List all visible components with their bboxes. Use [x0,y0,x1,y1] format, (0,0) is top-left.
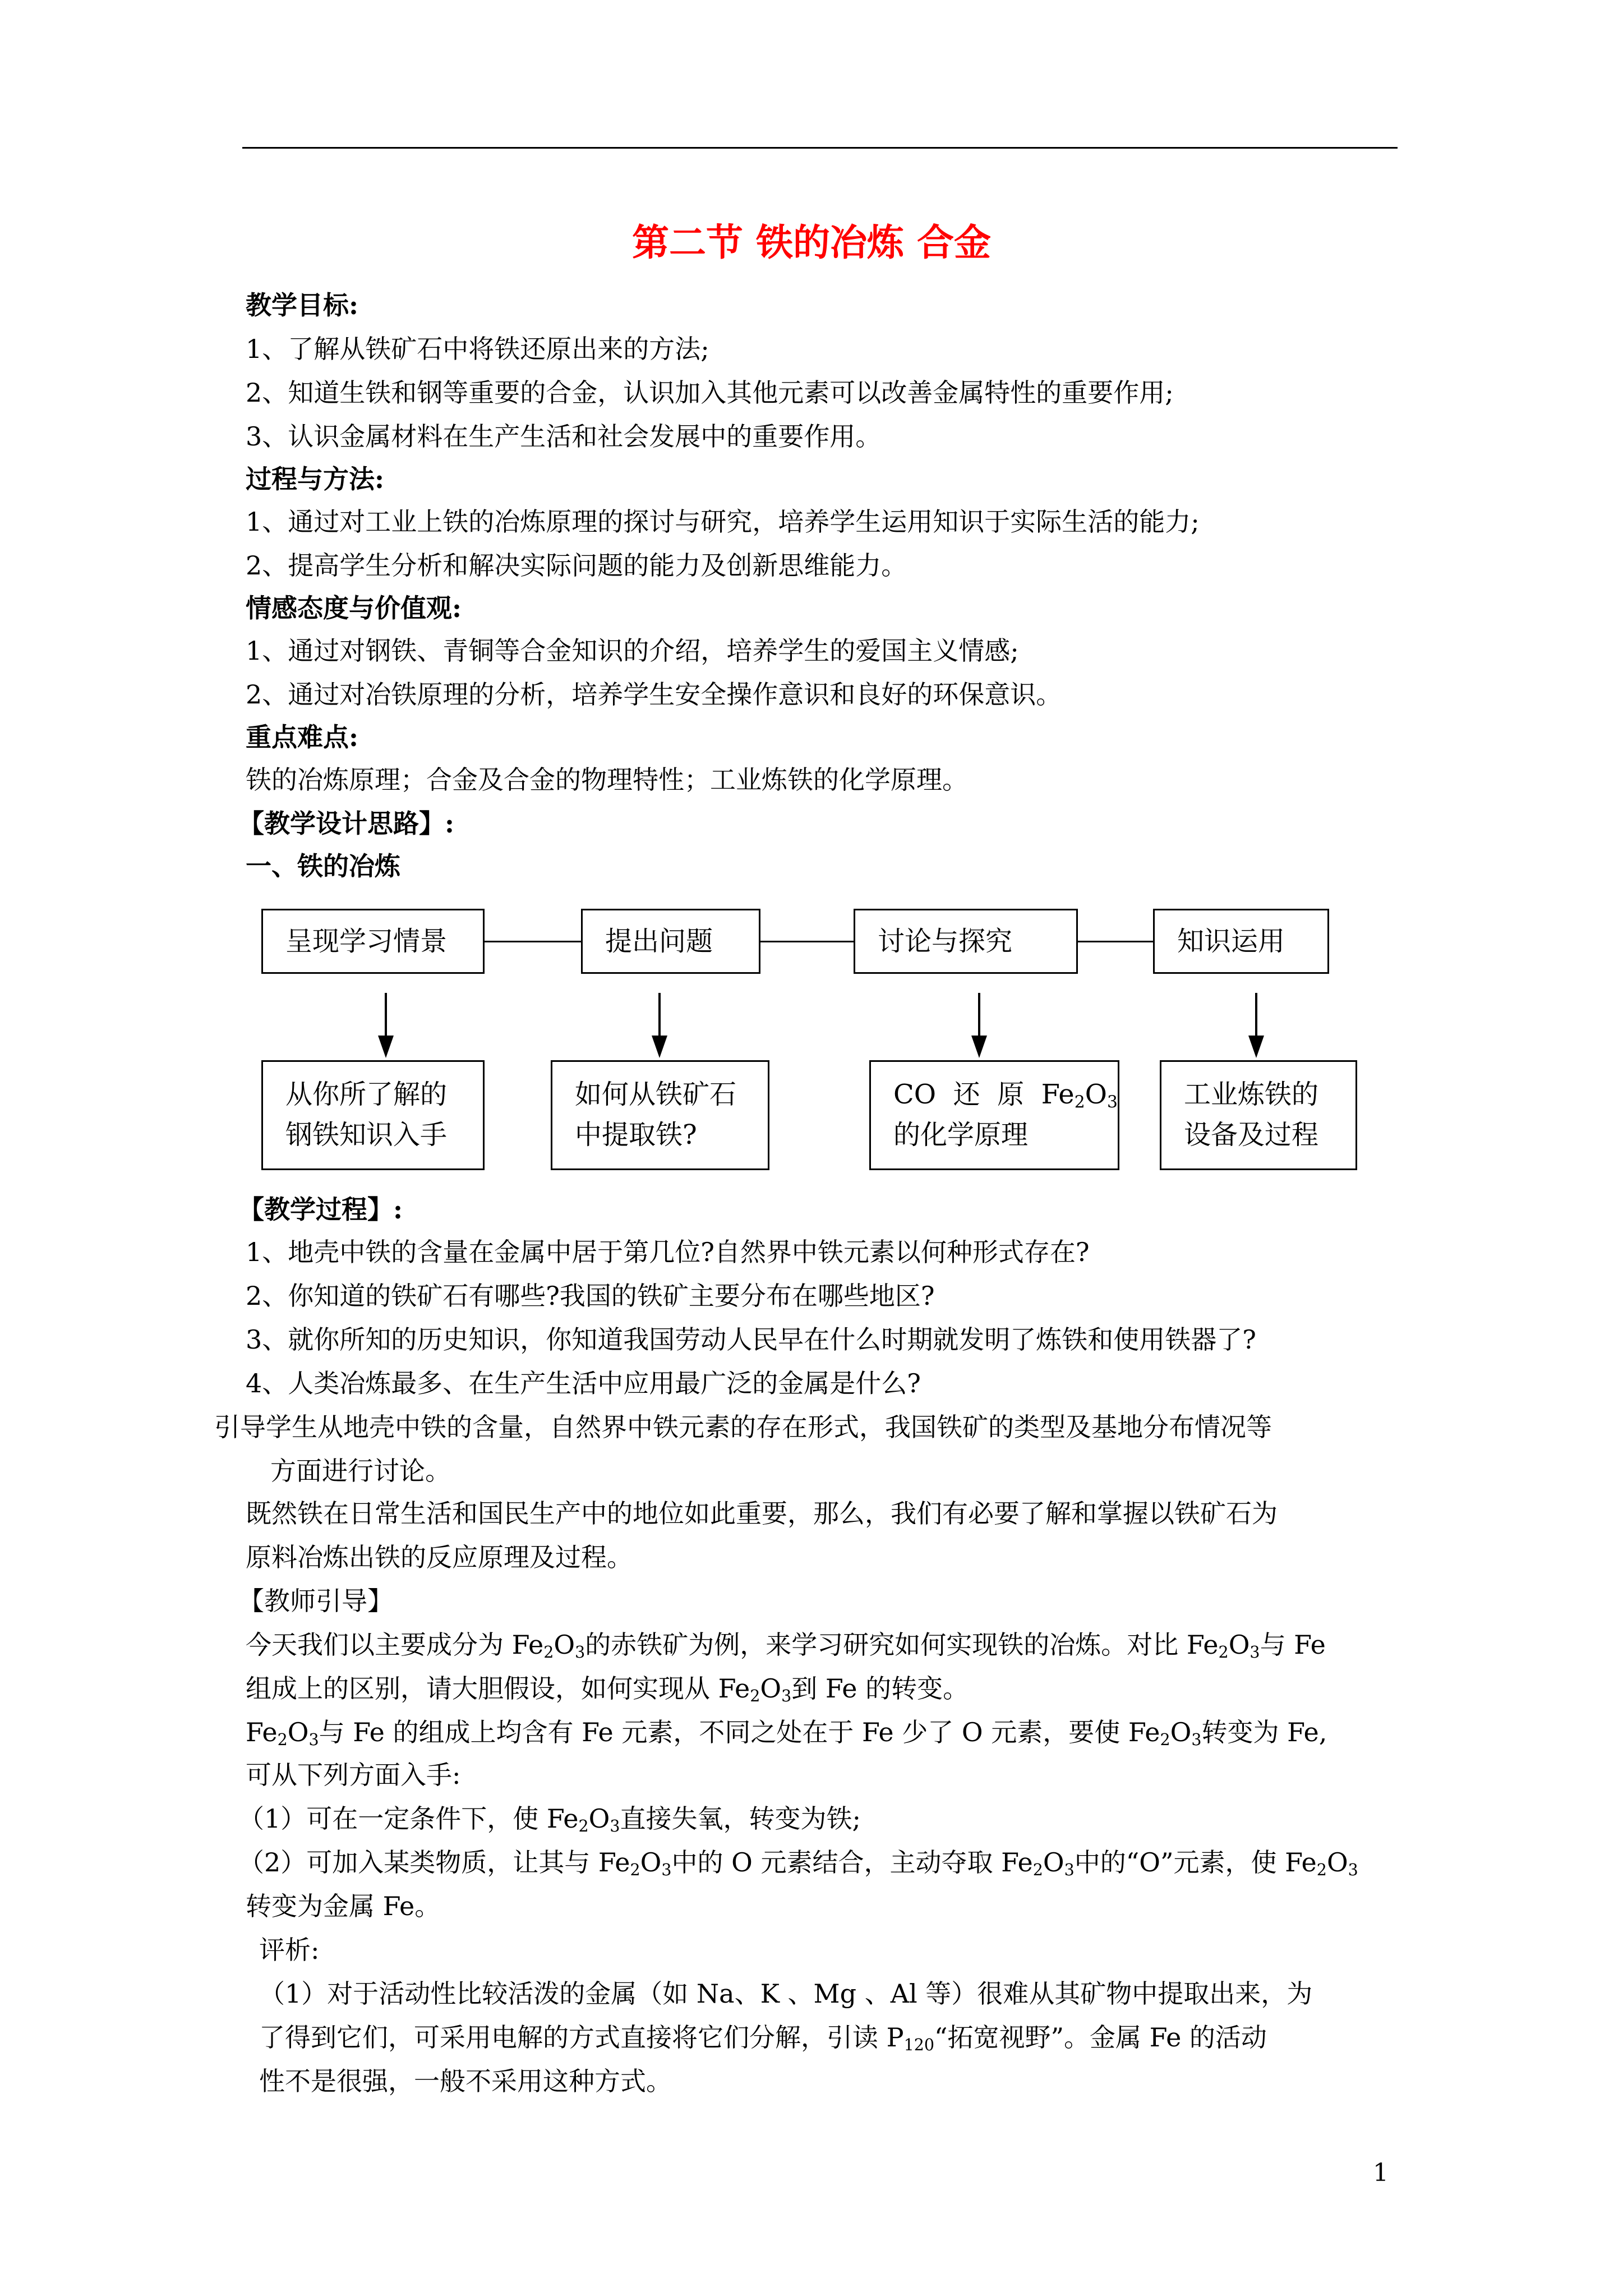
flow-box-steel-knowledge-line-2: 钢铁知识入手 [285,1119,448,1151]
flow-box-extract-iron [551,1060,769,1170]
text: 中的“O”元素，使 Fe [1074,1847,1317,1878]
header-rule [242,147,1398,149]
text: （2）可加入某类物质，让其与 Fe [238,1847,630,1878]
objectives-heading: 教学目标: [246,290,358,320]
formula-text: O [1085,1079,1108,1110]
subscript: 3 [781,1687,792,1706]
teaching-process-heading: 【教学过程】: [238,1194,403,1225]
flow-box-industrial-equipment [1160,1060,1357,1170]
subscript: 2 [1316,1861,1327,1880]
text: 的赤铁矿为例，来学习研究如何实现铁的冶炼。对比 Fe [585,1630,1219,1660]
flow-box-scenario [261,909,485,974]
paragraph-line-7: 转变为金属 Fe。 [246,1891,441,1921]
text: 了得到它们，可采用电解的方式直接将它们分解，引读 P [259,2022,904,2053]
question-item-1: 1、地壳中铁的含量在金属中居于第几位?自然界中铁元素以何种形式存在? [246,1237,1090,1267]
flow-arrow-4-shaft [1255,993,1257,1038]
flow-label-scenario: 呈现学习情景 [285,926,448,957]
text: O [760,1673,782,1704]
paragraph-line-3 [246,1714,1327,1750]
key-points-text: 铁的冶炼原理；合金及合金的物理特性；工业炼铁的化学原理。 [246,765,968,795]
text: 与 Fe [1260,1630,1326,1660]
subscript: 3 [1191,1731,1202,1750]
text: “拓宽视野”。金属 Fe 的活动 [934,2022,1267,2053]
flow-label-question: 提出问题 [605,926,713,957]
flow-arrow-4-head [1248,1036,1264,1058]
flow-box-question [581,909,760,974]
subscript: 2 [543,1643,554,1662]
key-points-heading: 重点难点: [246,722,358,752]
subscript: 2 [277,1731,288,1750]
objective-item-1: 1、了解从铁矿石中将铁还原出来的方法; [246,334,709,364]
paragraph-line-5 [238,1801,861,1837]
subscript: 3 [308,1731,319,1750]
attitude-item-2: 2、通过对冶铁原理的分析，培养学生安全操作意识和良好的环保意识。 [246,679,1062,710]
text: O [1170,1717,1192,1747]
page-title: 第二节 铁的冶炼 合金 [632,220,991,264]
guide-text-line-1: 引导学生从地壳中铁的含量，自然界中铁元素的存在形式，我国铁矿的类型及基地分布情况等 [214,1412,1272,1442]
subscript: 3 [1064,1861,1075,1880]
flow-arrow-2-shaft [658,993,661,1038]
text: 组成上的区别，请大胆假设，如何实现从 Fe [246,1673,750,1704]
paragraph-line-1 [246,1627,1326,1663]
flow-box-extract-iron-line-1: 如何从铁矿石 [575,1079,737,1110]
text: 直接失氧，转变为铁; [620,1803,861,1834]
subscript: 3 [575,1643,585,1662]
subscript: 2 [578,1817,589,1836]
subscript: 3 [661,1861,672,1880]
subscript: 2 [1218,1643,1229,1662]
flow-box-steel-knowledge [261,1060,485,1170]
formula-text: CO 还 原 Fe [893,1079,1075,1110]
paragraph-line-6 [238,1844,1358,1880]
section-iron-smelting: 一、铁的冶炼 [246,851,400,881]
paragraph-line-4: 可从下列方面入手: [246,1760,461,1790]
flow-box-steel-knowledge-line-1: 从你所了解的 [285,1079,448,1110]
text: O [1326,1847,1348,1878]
text: O [554,1630,575,1660]
flow-box-discussion [854,909,1078,974]
text: Fe [246,1717,278,1747]
flow-arrow-3-shaft [978,993,980,1038]
teacher-guide-heading: 【教师引导】 [238,1586,393,1616]
subscript: 3 [1348,1861,1358,1880]
flow-box-industrial-equipment-line-1: 工业炼铁的 [1184,1079,1319,1110]
flow-arrow-1-head [378,1036,394,1058]
subscript: 2 [1032,1861,1043,1880]
process-item-1: 1、通过对工业上铁的冶炼原理的探讨与研究，培养学生运用知识于实际生活的能力; [246,507,1200,537]
analysis-line-1: （1）对于活动性比较活泼的金属（如 Na、K 、Mg 、Al 等）很难从其矿物中提取出来，为 [259,1978,1313,2009]
flow-connector-3 [1078,941,1153,942]
subscript: 2 [630,1861,640,1880]
text: O [588,1803,610,1834]
analysis-heading: 评析: [259,1935,320,1965]
process-item-2: 2、提高学生分析和解决实际问题的能力及创新思维能力。 [246,550,907,581]
flow-label-application: 知识运用 [1177,926,1285,957]
subscript: 2 [1160,1731,1170,1750]
question-item-3: 3、就你所知的历史知识，你知道我国劳动人民早在什么时期就发明了炼铁和使用铁器了? [246,1324,1256,1355]
question-item-2: 2、你知道的铁矿石有哪些?我国的铁矿主要分布在哪些地区? [246,1281,935,1311]
flow-arrow-1-shaft [385,993,387,1038]
flow-connector-1 [485,941,581,942]
since-text-line-2: 原料冶炼出铁的反应原理及过程。 [246,1542,633,1572]
text: 中的 O 元素结合，主动夺取 Fe [671,1847,1033,1878]
attitude-item-1: 1、通过对钢铁、青铜等合金知识的介绍，培养学生的爱国主义情感; [246,636,1019,666]
objective-item-3: 3、认识金属材料在生产生活和社会发展中的重要作用。 [246,421,882,452]
flow-arrow-3-head [971,1036,987,1058]
text: 与 Fe 的组成上均含有 Fe 元素，不同之处在于 Fe 少了 O 元素，要使 Fe [319,1717,1160,1747]
page-number: 1 [1373,2159,1389,2187]
text: 转变为 Fe, [1201,1717,1327,1747]
flow-box-co-reduction [869,1060,1119,1170]
design-heading: 【教学设计思路】: [238,808,454,839]
flow-arrow-2-head [652,1036,667,1058]
subscript: 3 [1249,1643,1260,1662]
text: O [1043,1847,1064,1878]
question-item-4: 4、人类冶炼最多、在生产生活中应用最广泛的金属是什么? [246,1368,921,1398]
text: O [287,1717,309,1747]
subscript: 3 [610,1817,620,1836]
attitude-heading: 情感态度与价值观: [246,593,462,623]
analysis-line-2 [259,2019,1267,2055]
flow-label-discussion: 讨论与探究 [878,926,1013,957]
flow-box-co-reduction-line-2: 的化学原理 [893,1119,1029,1151]
text: O [640,1847,662,1878]
objective-item-2: 2、知道生铁和钢等重要的合金，认识加入其他元素可以改善金属特性的重要作用; [246,378,1174,408]
flow-box-co-reduction-line-1 [893,1074,1118,1115]
process-method-heading: 过程与方法: [246,464,384,494]
since-text-line-1: 既然铁在日常生活和国民生产中的地位如此重要，那么，我们有必要了解和掌握以铁矿石为 [246,1498,1278,1529]
text: 今天我们以主要成分为 Fe [246,1630,544,1660]
text: 到 Fe 的转变。 [791,1673,969,1704]
formula-subscript: 3 [1107,1092,1118,1112]
formula-subscript: 2 [1074,1092,1085,1112]
subscript: 120 [903,2036,935,2055]
paragraph-line-2 [246,1671,969,1706]
flow-box-extract-iron-line-2: 中提取铁? [575,1119,697,1151]
text: （1）可在一定条件下，使 Fe [238,1803,579,1834]
flow-connector-2 [760,941,854,942]
text: O [1228,1630,1250,1660]
analysis-line-3: 性不是很强，一般不采用这种方式。 [259,2066,672,2096]
guide-text-line-2: 方面进行讨论。 [270,1456,451,1486]
flow-box-industrial-equipment-line-2: 设备及过程 [1184,1119,1319,1151]
flow-box-application [1153,909,1329,974]
subscript: 2 [750,1687,760,1706]
